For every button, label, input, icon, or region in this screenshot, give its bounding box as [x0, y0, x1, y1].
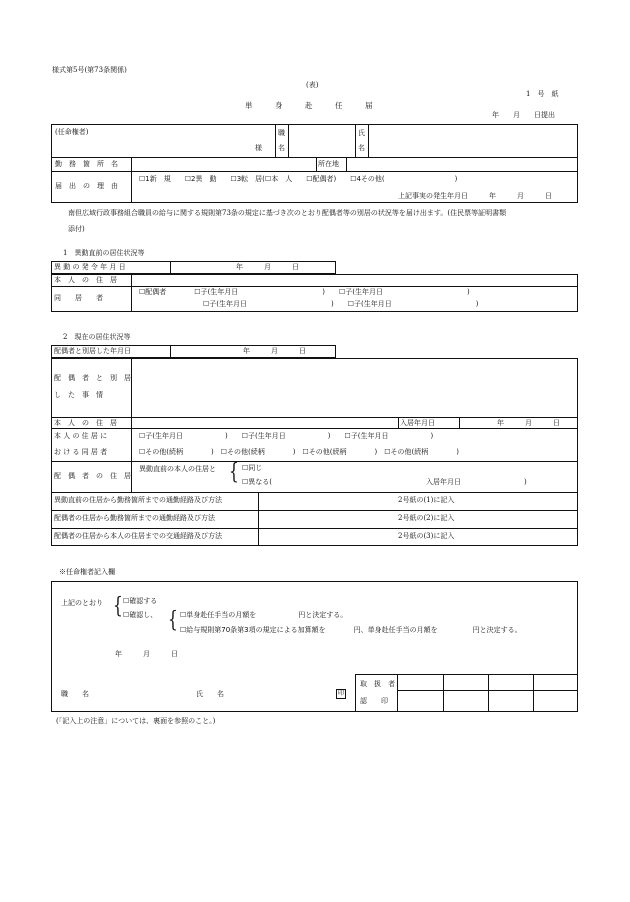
shi-mei-label: 氏 名: [196, 690, 224, 698]
shi-label: 氏: [358, 129, 365, 137]
form-side: (表): [306, 81, 319, 89]
option2-checkbox[interactable]: ☐給与規則第70条第3項の規定による加算額を 円、単身赴任手当の月額を 円と決定する。: [180, 626, 522, 634]
s2-cohab-row2[interactable]: ☐その他(続柄 ) ☐その他(続柄 ) ☐その他(続柄 ) ☐その他(続柄 ): [139, 448, 459, 456]
shoku-label: 職: [278, 129, 285, 137]
s2-route2-value: 2号紙の(2)に記入: [398, 514, 455, 522]
s2-spouse-move-in: 入居年月日 ): [426, 478, 527, 486]
s2-residence-label: 本 人 の 住 居: [54, 419, 117, 427]
s2-route2-label: 配偶者の住居から勤務箇所までの通勤経路及び方法: [54, 514, 215, 522]
form-number: 様式第5号(第73条関係): [52, 66, 127, 74]
submission-date: 年 月 日提出: [492, 111, 555, 119]
approval-label: 認 印: [360, 697, 388, 705]
s2-route3-value: 2号紙の(3)に記入: [398, 532, 455, 540]
intro-line1: 南但広域行政事務組合職員の給与に関する規則第73条の規定に基づき次のとおり配偶者等の別居の状況等を届け出ます。(住民票等証明書類: [68, 209, 507, 217]
s2-cohab-row1[interactable]: ☐子(生年月日 ) ☐子(生年月日 ) ☐子(生年月日 ): [139, 432, 434, 440]
s1-cohab-label: 同 居 者: [54, 294, 103, 302]
s2-move-in-label: 入居年月日: [400, 419, 435, 427]
s2-reason-label-2: し た 事 情: [54, 391, 103, 399]
section1-heading: 1 異動直前の居住状況等: [63, 249, 145, 257]
s2-reason-label-1: 配 偶 者 と 別 居: [54, 374, 131, 382]
s2-cohab-label-1: 本 人 の 住 居 に: [54, 432, 108, 440]
workplace-label: 勤 務 箇 所 名: [55, 160, 118, 168]
option1-checkbox[interactable]: ☐単身赴任手当の月額を 円と決定する。: [180, 611, 348, 619]
appointer-date: 年 月 日: [115, 650, 178, 658]
s2-cohab-label-2: お け る 同 居 者: [54, 448, 108, 456]
confirmed-checkbox[interactable]: ☐確認する: [123, 597, 158, 605]
s1-move-date-label: 異 動 の 発 令 年 月 日: [54, 263, 126, 271]
appointer-label: (任命権者): [55, 128, 89, 136]
s2-different-checkbox[interactable]: ☐異なる(: [242, 478, 273, 486]
s1-move-date-value: 年 月 日: [236, 263, 299, 271]
s2-route1-value: 2号紙の(1)に記入: [398, 496, 455, 504]
appointer-lead: 上記のとおり: [61, 599, 103, 607]
shoku-mei-label: 職 名: [61, 690, 89, 698]
brace-icon: {: [168, 608, 178, 633]
confirmed-and-checkbox[interactable]: ☐確認し、: [123, 611, 158, 619]
page-title: 単 身 赴 任 届: [245, 101, 373, 110]
location-label: 所在地: [318, 160, 339, 168]
s2-move-in-value: 年 月 日: [497, 419, 560, 427]
brace-icon: {: [229, 460, 239, 485]
s2-spouse-res-label: 配 偶 者 の 住 居: [54, 472, 131, 480]
mei2-label: 名: [358, 144, 365, 152]
event-date: 上記事実の発生年月日 年 月 日: [398, 192, 552, 200]
footer-note: (「記入上の注意」については、裏面を参照のこと。): [56, 717, 216, 725]
s1-cohab-row2[interactable]: ☐子(生年月日 ) ☐子(生年月日 ): [203, 300, 479, 308]
intro-line2: 添付): [68, 225, 85, 233]
mei-label: 名: [278, 144, 285, 152]
s2-route1-label: 異動直前の住居から勤務箇所までの通勤経路及び方法: [54, 496, 222, 504]
s1-cohab-row1[interactable]: ☐配偶者 ☐子(生年月日 ) ☐子(生年月日 ): [139, 288, 470, 296]
appointer-heading: ※任命権者記入欄: [59, 568, 115, 576]
seal-icon: 印: [337, 690, 344, 697]
reason-label: 届 出 の 理 由: [55, 182, 118, 190]
s1-residence-label: 本 人 の 住 居: [54, 276, 117, 284]
reason-options[interactable]: ☐1新 規 ☐2異 動 ☐3転 居(☐本 人 ☐配偶者) ☐4その他( ): [139, 175, 458, 183]
sheet-number: 1 号 紙: [526, 90, 559, 98]
s2-spouse-res-text: 異動直前の本人の住居と: [139, 465, 216, 473]
s2-sep-date-label: 配偶者と別居した年月日: [54, 347, 131, 355]
brace-icon: {: [113, 594, 123, 619]
section2-heading: 2 現在の居住状況等: [63, 333, 131, 341]
s2-sep-date-value: 年 月 日: [243, 347, 306, 355]
handler-label: 取 扱 者: [360, 680, 395, 688]
s2-route3-label: 配偶者の住居から本人の住居までの交通経路及び方法: [54, 532, 222, 540]
sama-label: 様: [255, 144, 262, 152]
s2-same-checkbox[interactable]: ☐同じ: [242, 464, 263, 472]
